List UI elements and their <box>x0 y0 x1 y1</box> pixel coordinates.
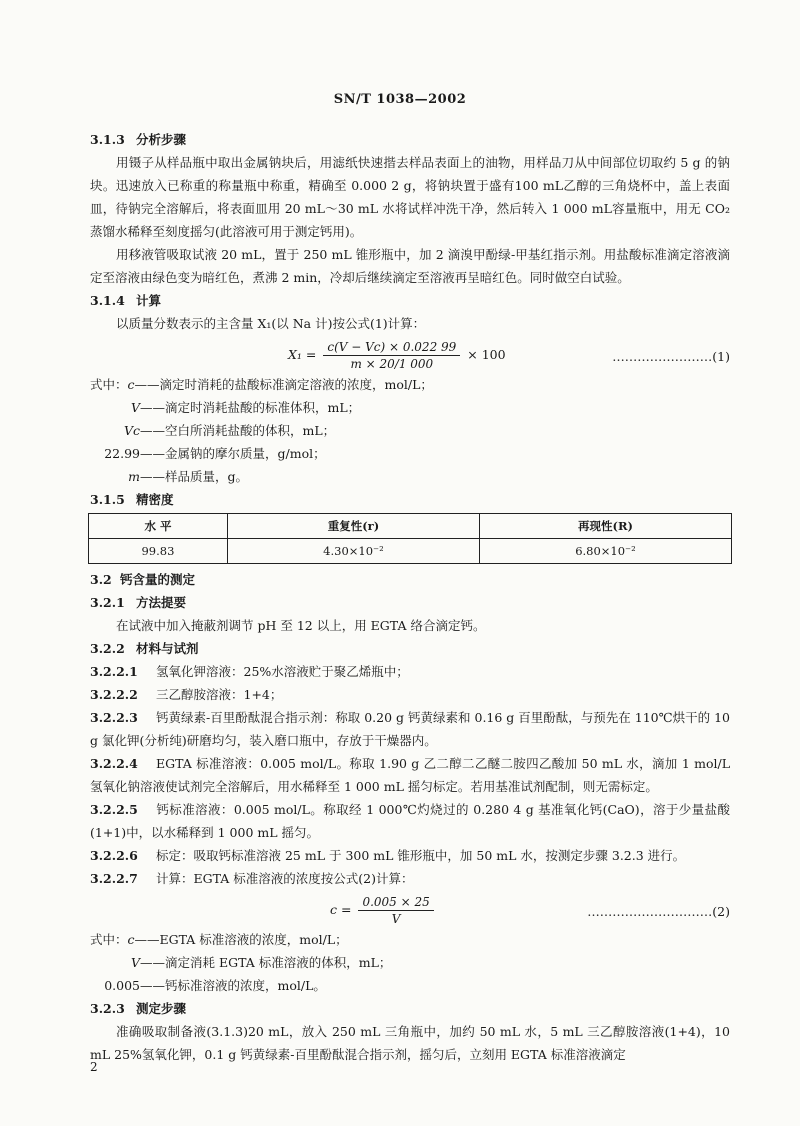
item-number: 3.2.2.7 <box>90 871 138 886</box>
definition-row <box>90 465 730 488</box>
equation-number: …………………………(2) <box>587 904 730 919</box>
section-number: 3.2.3 <box>90 1001 125 1016</box>
section-heading-3-2-1 <box>90 591 730 614</box>
item-number: 3.2.2.4 <box>90 756 138 771</box>
where-label: 式中： <box>90 932 128 947</box>
section-number: 3.1.4 <box>90 293 125 308</box>
section-heading-3-2-3 <box>90 997 730 1020</box>
variable-symbol: 22.99 <box>104 446 140 461</box>
variable-symbol: c <box>127 932 135 947</box>
variable-description: ——滴定时消耗的盐酸标准滴定溶液的浓度，mol/L； <box>134 377 433 392</box>
variable-description: ——金属钠的摩尔质量，g/mol； <box>140 446 326 461</box>
section-heading-3-1-4 <box>90 289 730 312</box>
table-header-cell: 水 平 <box>89 514 228 539</box>
section-title: 方法提要 <box>136 595 187 610</box>
paragraph: 准确吸取制备液(3.1.3)20 mL，放入 250 mL 三角瓶中，加约 50 mL 水，5 mL 三乙醇胺溶液(1+4)，10 mL 25%氢氧化钾，0.1 g 钙黄绿素-百里酚酞混合指示剂，摇匀后，立刻用 EGTA 标准溶液滴定 <box>90 1024 730 1062</box>
section-title: 计算 <box>136 293 162 308</box>
section-title: 分析步骤 <box>136 132 187 147</box>
formula-lhs: X₁ = <box>288 347 317 362</box>
table-row <box>89 539 732 564</box>
item-text: 钙黄绿素-百里酚酞混合指示剂：称取 0.20 g 钙黄绿素和 0.16 g 百里酚酞，与预先在 110℃烘干的 10 g 氯化钾(分析纯)研磨均匀，装入磨口瓶中，存放于干燥器内。 <box>90 710 730 748</box>
section-title: 钙含量的测定 <box>120 572 196 587</box>
variable-symbol: m <box>128 469 140 484</box>
section-heading-3-2 <box>90 568 730 591</box>
definition-row <box>90 442 730 465</box>
section-title: 精密度 <box>136 492 174 507</box>
variable-description: ——空白所消耗盐酸的体积，mL； <box>140 423 336 438</box>
definition-row <box>90 974 730 997</box>
formula-numerator: c(V − Vc) × 0.022 99 <box>323 339 460 356</box>
item-text: 三乙醇胺溶液：1+4； <box>156 687 283 702</box>
where-label: 式中： <box>90 377 128 392</box>
section-heading-3-2-2 <box>90 637 730 660</box>
formula-tail: × 100 <box>467 347 506 362</box>
variable-description: ——滴定时消耗盐酸的标准体积，mL； <box>140 400 361 415</box>
table-cell: 99.83 <box>89 539 228 564</box>
definition-row <box>90 373 730 396</box>
variable-symbol: V <box>130 400 140 415</box>
formula-expression <box>288 339 506 372</box>
definition-row <box>90 951 730 974</box>
item-number: 3.2.2.6 <box>90 848 138 863</box>
item-text: EGTA 标准溶液：0.005 mol/L。称取 1.90 g 乙二醇二乙醚二胺四乙酸加 50 mL 水，滴加 1 mol/L氢氧化钠溶液使试剂完全溶解后，用水稀释至 1 000 mL 摇匀标定。若用基准试剂配制，则无需标定。 <box>90 756 730 794</box>
table-cell: 6.80×10⁻² <box>479 539 731 564</box>
item-number: 3.2.2.5 <box>90 802 138 817</box>
table-cell: 4.30×10⁻² <box>227 539 479 564</box>
precision-table <box>88 513 732 564</box>
section-heading-3-1-3 <box>90 128 730 151</box>
paragraph: 用镊子从样品瓶中取出金属钠块后，用滤纸快速揩去样品表面上的油物，用样品刀从中间部位切取约 5 g 的钠块。迅速放入已称重的称量瓶中称重，精确至 0.000 2 g，将钠块置于盛有100 mL乙醇的三角烧杯中，盖上表面皿，待钠完全溶解后，将表面皿用 20 mL～30 mL 水将试样冲洗干净，然后转入 1 000 mL容量瓶中，用无 CO₂ 蒸馏水稀释至刻度摇匀(此溶液可用于测定钙用)。 <box>90 155 730 239</box>
variable-description: ——样品质量，g。 <box>140 469 249 484</box>
section-title: 材料与试剂 <box>136 641 199 656</box>
list-item <box>90 844 730 867</box>
item-number: 3.2.2.3 <box>90 710 138 725</box>
item-text: 标定：吸取钙标准溶液 25 mL 于 300 mL 锥形瓶中，加 50 mL 水，按测定步骤 3.2.3 进行。 <box>156 848 686 863</box>
page-number: 2 <box>90 1060 98 1074</box>
formula-denominator: m × 20/1 000 <box>350 357 434 371</box>
variable-symbol: 0.005 <box>104 978 140 993</box>
formula-expression <box>330 894 437 927</box>
variable-description: ——EGTA 标准溶液的浓度，mol/L； <box>134 932 348 947</box>
standard-code-header: SN/T 1038—2002 <box>333 92 467 107</box>
item-text: 计算：EGTA 标准溶液的浓度按公式(2)计算： <box>156 871 414 886</box>
section-number: 3.1.5 <box>90 492 125 507</box>
variable-description: ——钙标准溶液的浓度，mol/L。 <box>140 978 326 993</box>
document-body <box>90 128 730 1066</box>
section-heading-3-1-5 <box>90 488 730 511</box>
definition-row <box>90 928 730 951</box>
list-item <box>90 706 730 752</box>
table-header-row <box>89 514 732 539</box>
formula-denominator: V <box>391 912 401 926</box>
paragraph: 以质量分数表示的主含量 X₁(以 Na 计)按公式(1)计算： <box>116 316 426 331</box>
list-item <box>90 798 730 844</box>
definition-row <box>90 419 730 442</box>
variable-symbol: Vc <box>123 423 140 438</box>
list-item <box>90 867 730 890</box>
item-number: 3.2.2.1 <box>90 664 138 679</box>
formula-numerator: 0.005 × 25 <box>358 894 433 911</box>
variable-symbol: c <box>127 377 135 392</box>
table-header-cell: 重复性(r) <box>227 514 479 539</box>
formula-1 <box>90 335 730 373</box>
formula-lhs: c = <box>330 902 352 917</box>
variable-symbol: V <box>130 955 140 970</box>
definition-row <box>90 396 730 419</box>
variable-description: ——滴定消耗 EGTA 标准溶液的体积，mL； <box>140 955 392 970</box>
item-text: 钙标准溶液：0.005 mol/L。称取经 1 000℃灼烧过的 0.280 4 g 基准氧化钙(CaO)，溶于少量盐酸(1+1)中，以水稀释到 1 000 mL 摇匀。 <box>90 802 730 840</box>
formula-fraction <box>358 894 433 927</box>
section-number: 3.1.3 <box>90 132 125 147</box>
formula-fraction <box>323 339 460 372</box>
section-number: 3.2.1 <box>90 595 125 610</box>
list-item <box>90 660 730 683</box>
variable-definitions <box>90 373 730 488</box>
list-item <box>90 683 730 706</box>
section-number: 3.2 <box>90 572 112 587</box>
item-text: 氢氧化钾溶液：25%水溶液贮于聚乙烯瓶中； <box>156 664 409 679</box>
formula-2 <box>90 890 730 928</box>
list-item <box>90 752 730 798</box>
paragraph: 在试液中加入掩蔽剂调节 pH 至 12 以上，用 EGTA 络合滴定钙。 <box>116 618 486 633</box>
variable-definitions <box>90 928 730 997</box>
item-number: 3.2.2.2 <box>90 687 138 702</box>
paragraph: 用移液管吸取试液 20 mL，置于 250 mL 锥形瓶中，加 2 滴溴甲酚绿-甲基红指示剂。用盐酸标准滴定溶液滴定至溶液由绿色变为暗红色，煮沸 2 min，冷却后继续滴定至溶液再呈暗红色。同时做空白试验。 <box>90 247 730 285</box>
equation-number: ……………………(1) <box>612 349 730 364</box>
section-number: 3.2.2 <box>90 641 125 656</box>
table-header-cell: 再现性(R) <box>479 514 731 539</box>
section-title: 测定步骤 <box>136 1001 187 1016</box>
